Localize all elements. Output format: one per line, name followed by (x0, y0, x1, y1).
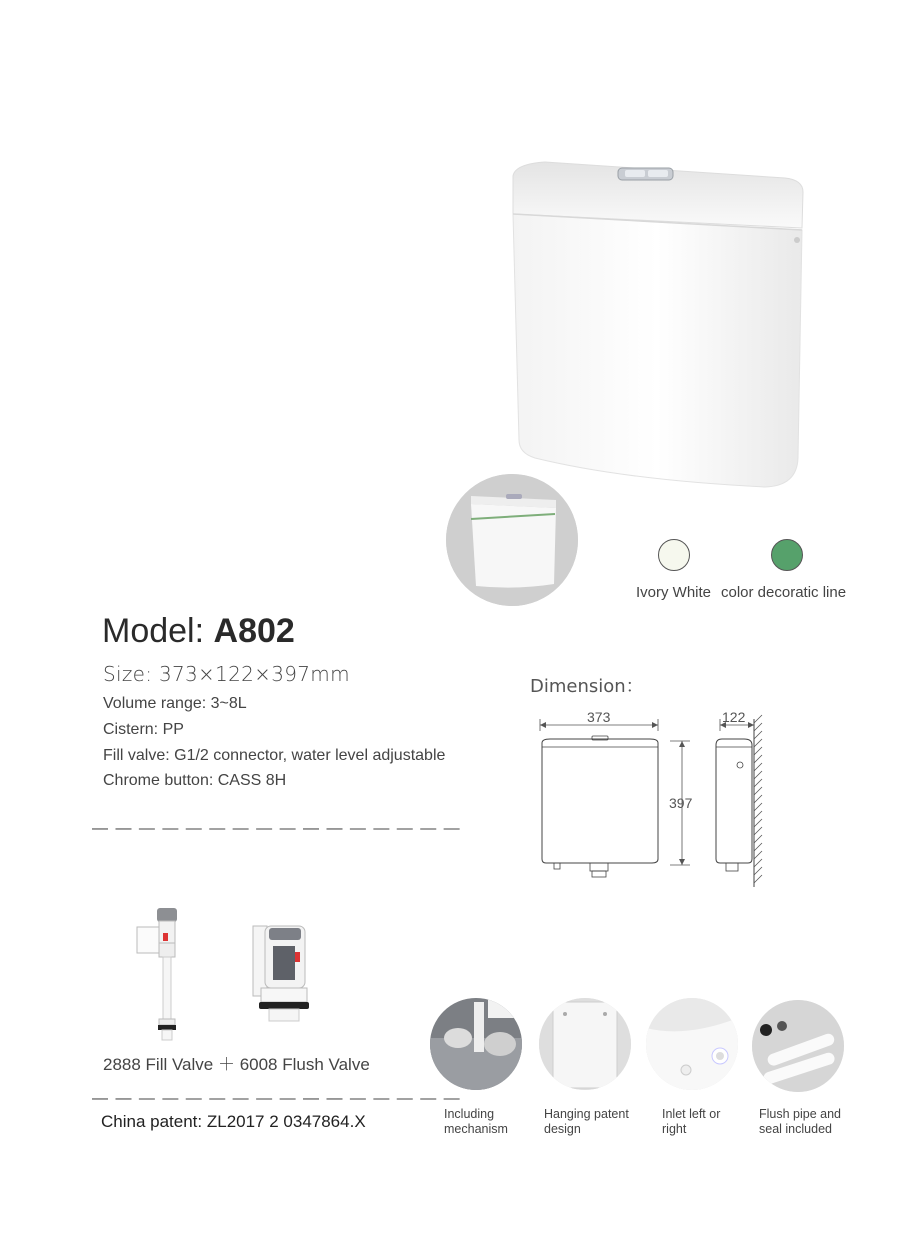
model-label: Model: (102, 612, 205, 650)
divider-bottom: — — — — — — — — — — — — — — — — (92, 1090, 462, 1107)
decorative-line-label: color decoratic line (721, 584, 847, 601)
feature-hanging-image (539, 998, 631, 1090)
feature-mechanism-image (430, 998, 522, 1090)
dimension-height-label: 397 (669, 795, 693, 811)
patent-number: China patent: ZL2017 2 0347864.X (101, 1112, 366, 1131)
spec-fill-valve: Fill valve: G1/2 connector, water level adjustable (103, 747, 446, 764)
model-number: A802 (213, 612, 295, 650)
spec-volume: Volume range: 3~8L (103, 695, 247, 712)
feature-mechanism-label: Including mechanism (444, 1107, 508, 1136)
ivory-white-label: Ivory White (636, 584, 712, 601)
dimension-width-label: 373 (587, 709, 611, 725)
fill-valve-image (125, 905, 185, 1045)
divider-top: — — — — — — — — — — — — — — — — (92, 820, 462, 837)
flush-valve-image (245, 920, 315, 1030)
ivory-white-swatch (658, 539, 690, 571)
feature-flush-pipe-label: Flush pipe and seal included (759, 1107, 842, 1136)
feature-inlet-label: Inlet left or right (662, 1107, 721, 1136)
valves-caption: 2888 Fill Valve ＋ 6008 Flush Valve (103, 1055, 370, 1074)
model-heading (102, 612, 295, 651)
cistern-product-image (505, 158, 810, 493)
feature-inlet-image (646, 998, 738, 1090)
green-line-swatch (771, 539, 803, 571)
spec-cistern: Cistern: PP (103, 721, 184, 738)
dimension-drawing (530, 705, 770, 895)
feature-flush-pipe-image (752, 1000, 844, 1092)
decorative-line-variant-image (446, 474, 578, 606)
dimension-title: Dimension： (530, 676, 644, 697)
feature-hanging-label: Hanging patent design (544, 1107, 629, 1136)
spec-chrome-button: Chrome button: CASS 8H (103, 772, 287, 789)
dimension-depth-label: 122 (722, 709, 746, 725)
size-spec: Size: 373×122×397mm (103, 662, 350, 686)
